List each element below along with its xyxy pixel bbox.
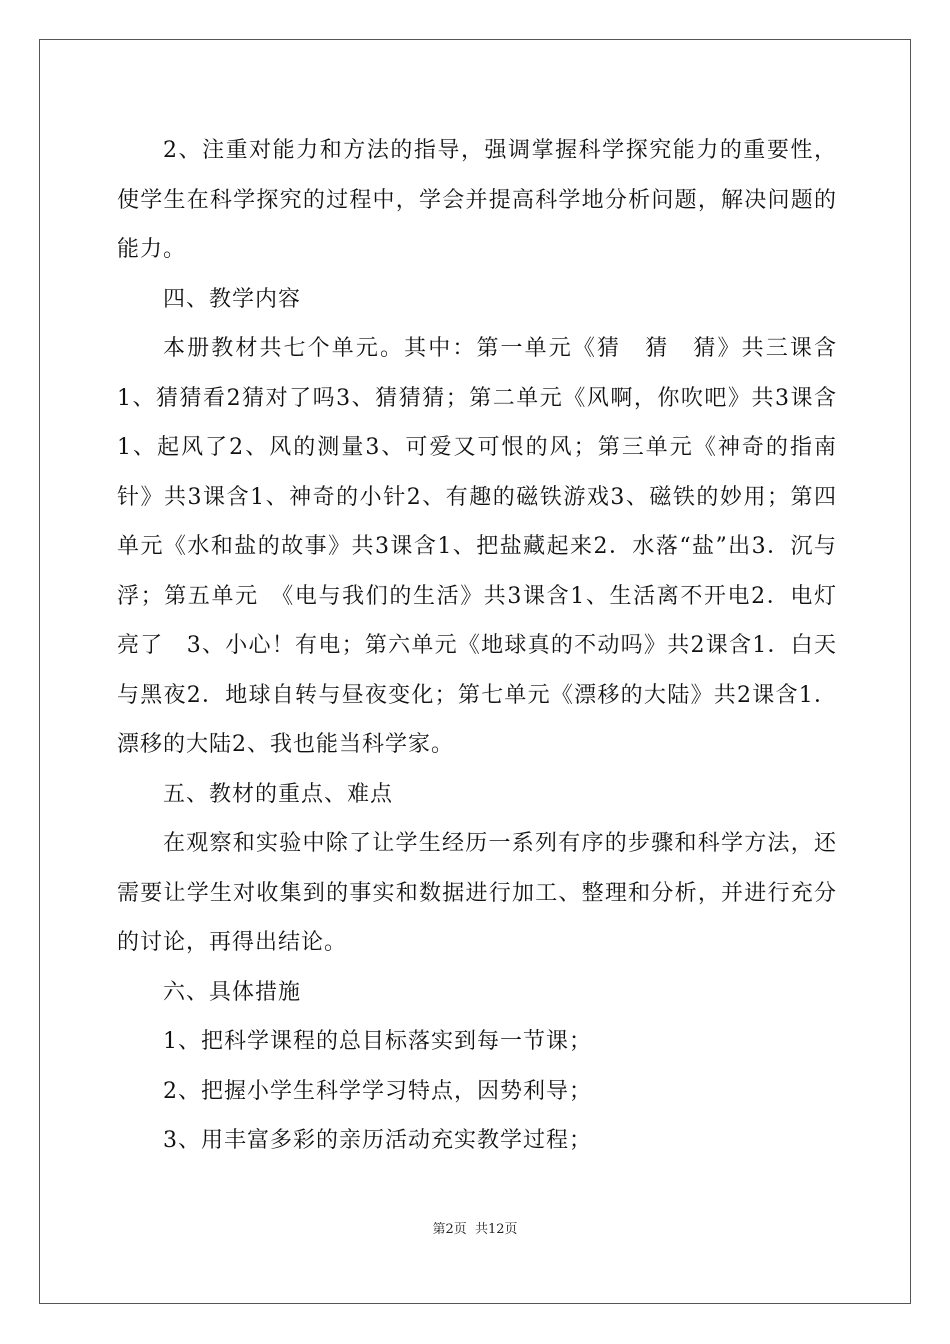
section-heading: 四、教学内容 (163, 286, 302, 312)
list-item: 1、把科学课程的总目标落实到每一节课； (163, 1029, 592, 1054)
section-heading: 五、教材的重点、难点 (163, 781, 394, 807)
list-item: 2、把握小学生科学学习特点，因势利导； (163, 1078, 592, 1104)
paragraph: 2、注重对能力和方法的指导，强调掌握科学探究能力的重要性，使学生在科学探究的过程中，学会并提高科学地分析问题，解决问题的能力。 (117, 138, 837, 262)
paragraph: 本册教材共七个单元。其中：第一单元《猜 猜 猜》共三课含1、猜猜看2猜对了吗3、猜猜猜；第二单元《风啊，你吹吧》共3课含1、起风了2、风的测量3、可爱又可恨的风；第三单元《神奇的指南针》共3课含1、神奇的小针2、有趣的磁铁游戏3、磁铁的妙用；第四单元《水和盐的故事》共3课含1、把盐藏起来2．水落“盐”出3．沉与浮；第五单元 《电与我们的生活》共3课含1、生活离不开电2．电灯亮了 3、小心！有电；第六单元《地球真的不动吗》共2课含1．白天与黑夜2．地球自转与昼夜变化；第七单元《漂移的大陆》共2课含1．漂移的大陆2、我也能当科学家。 (117, 336, 837, 757)
page-total: 共12页 (474, 1222, 518, 1237)
document-body (117, 126, 837, 1166)
page-number: 第2页 (432, 1222, 467, 1237)
page-footer (0, 1218, 950, 1237)
section-heading: 六、具体措施 (163, 979, 302, 1005)
list-item: 3、用丰富多彩的亲历活动充实教学过程； (163, 1128, 592, 1153)
paragraph: 在观察和实验中除了让学生经历一系列有序的步骤和科学方法，还需要让学生对收集到的事实和数据进行加工、整理和分析，并进行充分的讨论，再得出结论。 (117, 831, 837, 955)
